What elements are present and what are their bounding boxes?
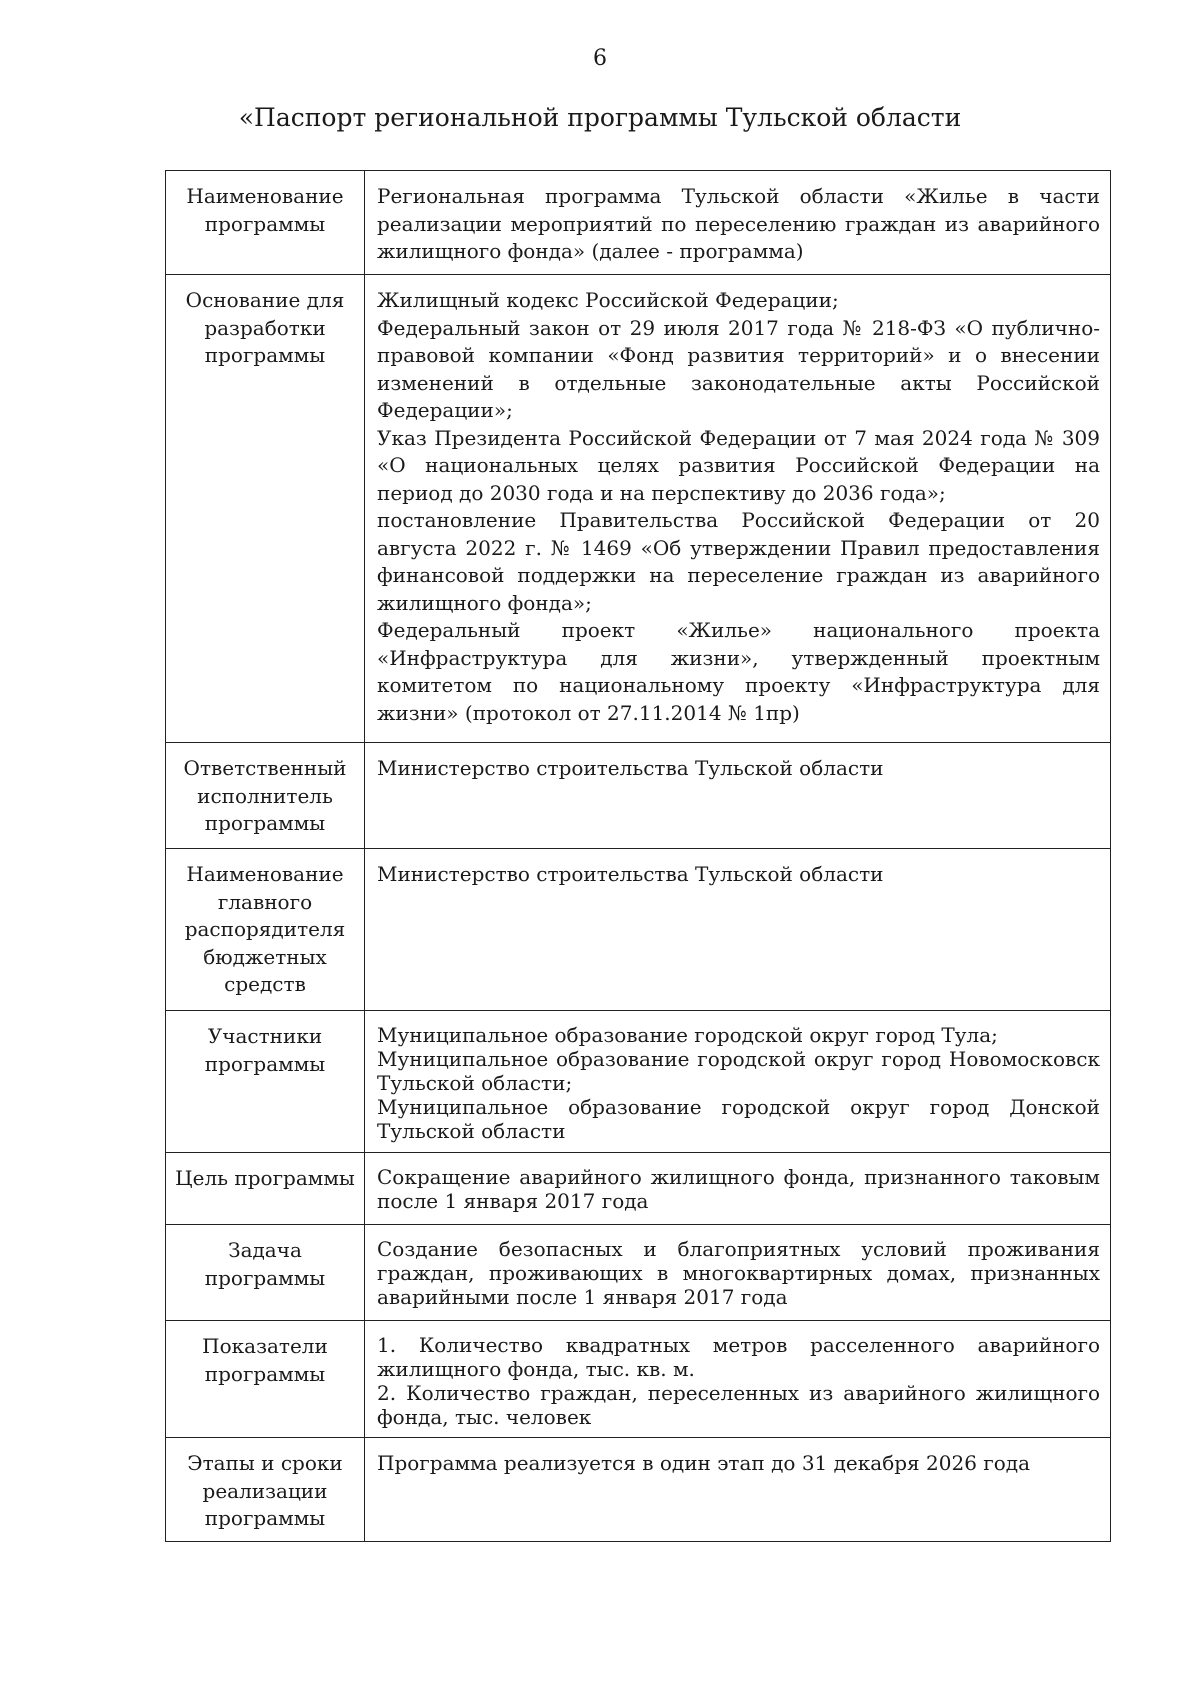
value-paragraph: Программа реализуется в один этап до 31 декабря 2026 года	[377, 1451, 1031, 1475]
table-row	[166, 743, 1111, 849]
row-label: Ответственный исполнитель программы	[166, 743, 365, 849]
value-paragraph: Министерство строительства Тульской области	[377, 862, 884, 886]
value-paragraph: Указ Президента Российской Федерации от 7 мая 2024 года № 309 «О национальных целях развития Российской Федерации на период до 2030 года и на перспективу до 2036 года»;	[377, 425, 1100, 505]
table-row	[166, 171, 1111, 275]
value-paragraph: Федеральный закон от 29 июля 2017 года № 218-ФЗ «О публично-правовой компании «Фонд развития территорий» и о внесении изменений в отдельные законодательные акты Российской Федерации»;	[377, 315, 1100, 422]
page-number: 6	[593, 46, 607, 71]
row-label: Задача программы	[166, 1225, 365, 1321]
row-label: Цель программы	[166, 1153, 365, 1225]
row-value	[365, 743, 1111, 849]
row-value	[365, 1321, 1111, 1438]
value-paragraph: Муниципальное образование городской округ город Новомосковск Тульской области;	[377, 1047, 1100, 1095]
program-passport-table	[165, 170, 1111, 1542]
row-label: Участники программы	[166, 1011, 365, 1153]
row-value	[365, 1225, 1111, 1321]
value-paragraph: Создание безопасных и благоприятных условий проживания граждан, проживающих в многоквартирных домах, признанных аварийными после 1 января 2017 года	[377, 1237, 1100, 1309]
value-paragraph: Муниципальное образование городской округ город Тула;	[377, 1023, 998, 1047]
row-label: Этапы и сроки реализации программы	[166, 1438, 365, 1542]
row-label: Наименование главного распорядителя бюджетных средств	[166, 849, 365, 1011]
table-row	[166, 1153, 1111, 1225]
row-value	[365, 1438, 1111, 1542]
value-paragraph: Сокращение аварийного жилищного фонда, признанного таковым после 1 января 2017 года	[377, 1165, 1100, 1213]
value-paragraph: Региональная программа Тульской области «Жилье в части реализации мероприятий по переселению граждан из аварийного жилищного фонда» (далее - программа)	[377, 184, 1100, 263]
table-row	[166, 1321, 1111, 1438]
table-row	[166, 1438, 1111, 1542]
row-label: Основание для разработки программы	[166, 275, 365, 743]
row-value	[365, 849, 1111, 1011]
row-value	[365, 1153, 1111, 1225]
document-title: «Паспорт региональной программы Тульской области	[238, 103, 962, 132]
value-paragraph: Муниципальное образование городской округ город Донской Тульской области	[377, 1095, 1100, 1143]
value-paragraph: постановление Правительства Российской Федерации от 20 августа 2022 г. № 1469 «Об утверждении Правил предоставления финансовой поддержки на переселение граждан из аварийного жилищного фонда»;	[377, 508, 1100, 615]
table-row	[166, 1011, 1111, 1153]
table-row	[166, 275, 1111, 743]
row-value	[365, 171, 1111, 275]
row-label: Наименование программы	[166, 171, 365, 275]
row-value	[365, 1011, 1111, 1153]
row-value	[365, 275, 1111, 743]
value-paragraph: Жилищный кодекс Российской Федерации;	[377, 288, 839, 312]
value-paragraph: 2. Количество граждан, переселенных из аварийного жилищного фонда, тыс. человек	[377, 1381, 1100, 1429]
table-row	[166, 849, 1111, 1011]
value-paragraph: Федеральный проект «Жилье» национального проекта «Инфраструктура для жизни», утвержденный проектным комитетом по национальному проекту «Инфраструктура для жизни» (протокол от 27.11.2014 № 1пр)	[377, 618, 1100, 725]
row-label: Показатели программы	[166, 1321, 365, 1438]
value-paragraph: Министерство строительства Тульской области	[377, 756, 884, 780]
table-row	[166, 1225, 1111, 1321]
value-paragraph: 1. Количество квадратных метров расселенного аварийного жилищного фонда, тыс. кв. м.	[377, 1333, 1100, 1381]
